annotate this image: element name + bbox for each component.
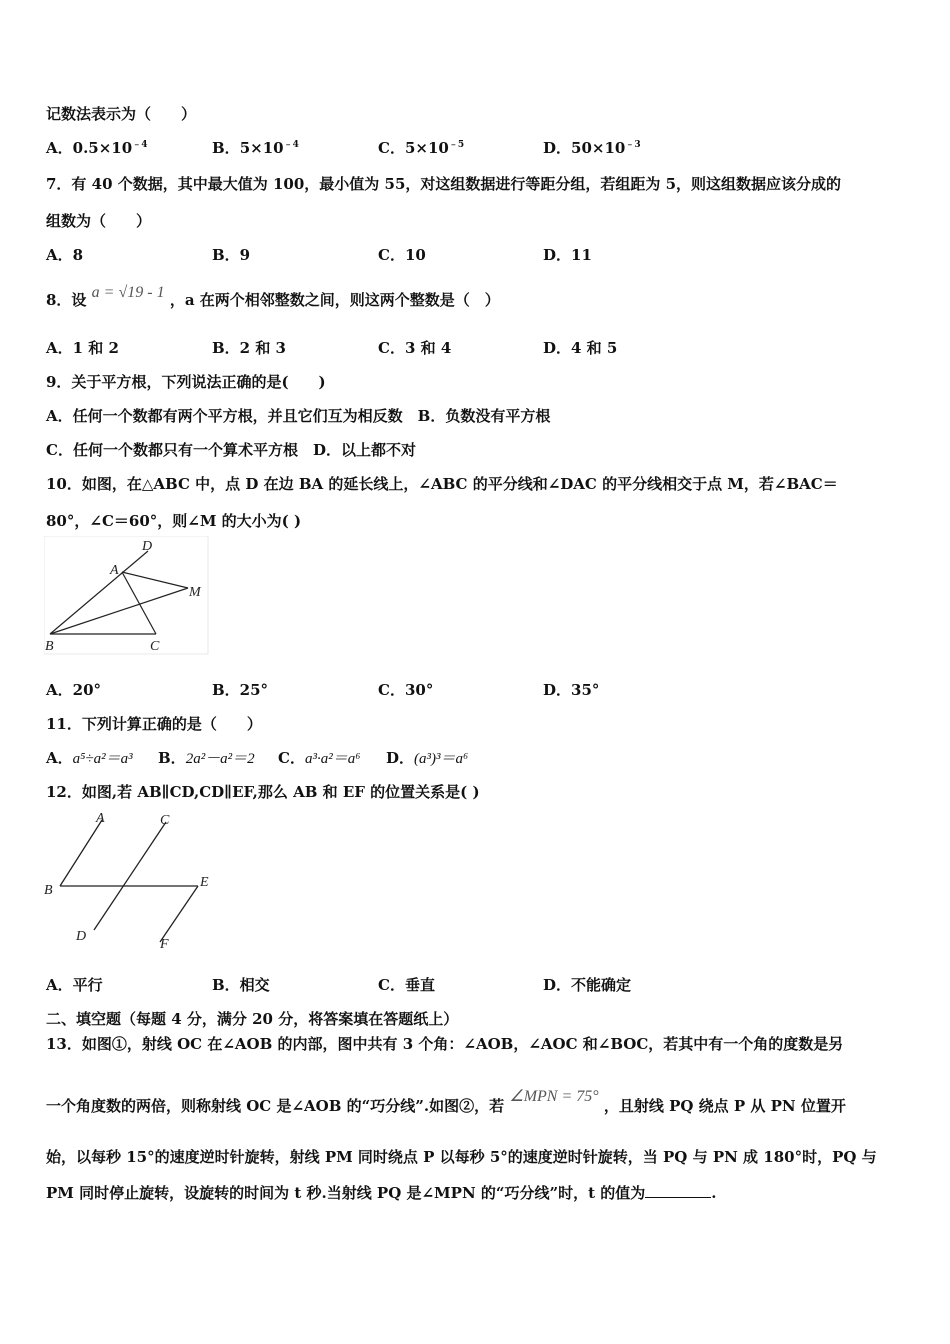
q13-line2-part2: ，且射线 PQ 绕点 P 从 PN 位置开 xyxy=(603,1097,846,1115)
q9-options-cd: C．任何一个数都只有一个算术平方根 D．以上都不对 xyxy=(46,441,416,459)
q11-option-c: C．a³·a²＝a⁶ xyxy=(278,749,361,767)
q11-stem: 11．下列计算正确的是（ ） xyxy=(46,715,262,733)
q10-label-m: M xyxy=(189,585,201,600)
q10-label-a: A xyxy=(110,563,119,578)
q7-option-c: C．10 xyxy=(378,246,426,264)
q12-parallel-lines-figure xyxy=(44,808,220,958)
q12-label-e: E xyxy=(200,875,209,890)
q12-label-a: A xyxy=(96,811,105,826)
q12-label-d: D xyxy=(76,929,87,944)
q10-triangle-figure xyxy=(44,536,210,656)
q8-option-c: C．3 和 4 xyxy=(378,339,452,357)
q12-label-b: B xyxy=(44,883,53,898)
q8-option-d: D．4 和 5 xyxy=(543,339,618,357)
q13-end-period: . xyxy=(711,1184,717,1202)
q12-option-d: D．不能确定 xyxy=(543,976,632,994)
q12-option-c: C．垂直 xyxy=(378,976,435,994)
q8-option-a: A．1 和 2 xyxy=(46,339,119,357)
q13-stem-line4 xyxy=(46,1182,717,1203)
q6-stem-tail: 记数法表示为（ ） xyxy=(46,105,197,123)
q13-line2-part1: 一个角度数的两倍，则称射线 OC 是∠AOB 的“巧分线”.如图②，若 xyxy=(46,1097,505,1115)
q12-label-c: C xyxy=(160,813,170,828)
q12-option-b: B．相交 xyxy=(212,976,270,994)
q11-option-d: D．(a³)³＝a⁶ xyxy=(386,749,469,767)
q10-option-b: B．25° xyxy=(212,681,269,699)
q10-stem-line2: 80°，∠C＝60°，则∠M 的大小为( ) xyxy=(46,512,302,530)
q9-options-ab: A．任何一个数都有两个平方根，并且它们互为相反数 B．负数没有平方根 xyxy=(46,407,551,425)
q13-stem-line1: 13．如图①，射线 OC 在∠AOB 的内部，图中共有 3 个角：∠AOB，∠AOC 和∠BOC，若其中有一个角的度数是另 xyxy=(46,1035,844,1053)
q8-stem xyxy=(46,284,500,310)
q13-stem-line2 xyxy=(46,1088,846,1116)
q7-option-a: A．8 xyxy=(46,246,84,264)
q12-label-f: F xyxy=(160,937,169,952)
q6-option-c: C．$5\times 10^{﹣5}$ xyxy=(378,139,465,157)
q8-suffix: ，a 在两个相邻整数之间，则这两个整数是（ ） xyxy=(169,291,500,309)
q9-stem: 9．关于平方根，下列说法正确的是( ) xyxy=(46,373,326,391)
q13-formula: ∠MPN = 75° xyxy=(509,1088,599,1105)
q6-option-d: D．$50\times 10^{﹣3}$ xyxy=(543,139,641,157)
q13-stem-line3: 始，以每秒 15°的速度逆时针旋转，射线 PM 同时绕点 P 以每秒 5°的速度逆时针旋转，当 PQ 与 PN 成 180°时，PQ 与 xyxy=(46,1148,877,1166)
q12-stem: 12．如图,若 AB∥CD,CD∥EF,那么 AB 和 EF 的位置关系是( ) xyxy=(46,783,480,801)
q11-option-b: B．2a²－a²＝2 xyxy=(158,749,255,767)
q10-label-c: C xyxy=(150,639,160,654)
q7-option-b: B．9 xyxy=(212,246,251,264)
section-heading-fill-in: 二、填空题（每题 4 分，满分 20 分，将答案填在答题纸上） xyxy=(46,1010,459,1028)
q6-option-b: B．$5\times 10^{﹣4}$ xyxy=(212,139,299,157)
q7-stem-line1: 7．有 40 个数据，其中最大值为 100，最小值为 55，对这组数据进行等距分组，若组距为 5，则这组数据应该分成的 xyxy=(46,175,842,193)
q8-formula: a = √19 - 1 xyxy=(91,284,165,301)
q6-option-a: A．$0.5\times 10^{﹣4}$ xyxy=(46,139,148,157)
q13-line4-text: PM 同时停止旋转，设旋转的时间为 t 秒.当射线 PQ 是∠MPN 的“巧分线”时，t 的值为 xyxy=(46,1184,646,1202)
q11-option-a: A．a⁵÷a²＝a³ xyxy=(46,749,133,767)
q10-stem-line1: 10．如图，在△ABC 中，点 D 在边 BA 的延长线上，∠ABC 的平分线和∠DAC 的平分线相交于点 M，若∠BAC＝ xyxy=(46,475,838,493)
q10-option-d: D．35° xyxy=(543,681,600,699)
q7-stem-line2: 组数为（ ） xyxy=(46,212,152,230)
q10-option-a: A．20° xyxy=(46,681,102,699)
q12-option-a: A．平行 xyxy=(46,976,103,994)
q10-label-d: D xyxy=(142,539,153,554)
q8-prefix: 8．设 xyxy=(46,291,87,309)
q10-option-c: C．30° xyxy=(378,681,434,699)
q8-option-b: B．2 和 3 xyxy=(212,339,286,357)
q10-label-b: B xyxy=(45,639,54,654)
q13-answer-blank[interactable] xyxy=(645,1183,711,1198)
q7-option-d: D．11 xyxy=(543,246,592,264)
